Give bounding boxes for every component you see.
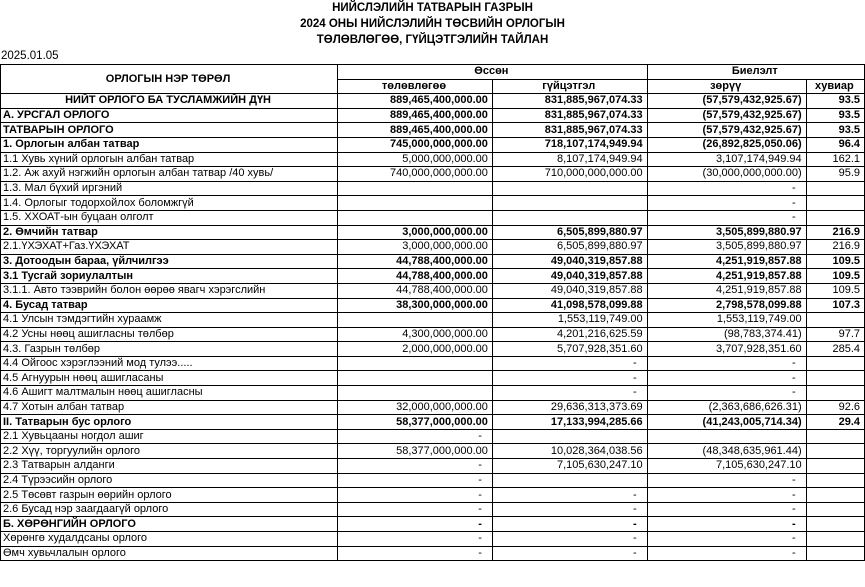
table-row <box>1 546 865 561</box>
cell-diff: - <box>647 473 806 488</box>
cell-pct: 29.4 <box>806 415 864 430</box>
cell-pct <box>806 371 864 386</box>
table-row <box>1 196 865 211</box>
report-date: 2025.01.05 <box>1 50 59 62</box>
cell-actual: 6,505,899,880.97 <box>492 225 647 240</box>
cell-name: 2.3 Татварын алданги <box>1 459 338 474</box>
table-row <box>1 517 865 532</box>
cell-actual: - <box>492 502 647 517</box>
cell-name: 2.6 Бусад нэр заагдаагүй орлого <box>1 502 338 517</box>
cell-diff: 3,505,899,880.97 <box>647 240 806 255</box>
col-plan-header: төлөвлөгөө <box>338 79 493 94</box>
cell-plan <box>338 371 493 386</box>
cell-name: ТАТВАРЫН ОРЛОГО <box>1 123 338 138</box>
cell-diff: 4,251,919,857.88 <box>647 269 806 284</box>
cell-name: А. УРСГАЛ ОРЛОГО <box>1 108 338 123</box>
cell-actual <box>492 196 647 211</box>
cell-name: 1.2. Аж ахуй нэгжийн орлогын албан татвар /40 хувь/ <box>1 167 338 182</box>
cell-diff: (57,579,432,925.67) <box>647 108 806 123</box>
cell-pct <box>806 459 864 474</box>
cell-actual: - <box>492 356 647 371</box>
col-group-fulfillment: Биелэлт <box>647 65 864 80</box>
cell-actual: 10,028,364,038.56 <box>492 444 647 459</box>
cell-pct: 92.6 <box>806 400 864 415</box>
cell-name: 1. Орлогын албан татвар <box>1 137 338 152</box>
cell-pct <box>806 356 864 371</box>
table-row <box>1 123 865 138</box>
cell-diff: 4,251,919,857.88 <box>647 254 806 269</box>
cell-name: 2.2 Хүү, торгуулийн орлого <box>1 444 338 459</box>
cell-actual: - <box>492 517 647 532</box>
cell-name: 2.1 Хувьцааны ногдол ашиг <box>1 429 338 444</box>
cell-diff: 3,505,899,880.97 <box>647 225 806 240</box>
cell-name: 4.6 Ашигт малтмалын нөөц ашигласны <box>1 386 338 401</box>
cell-plan: 745,000,000,000.00 <box>338 137 493 152</box>
cell-plan: 32,000,000,000.00 <box>338 400 493 415</box>
cell-diff: 1,553,119,749.00 <box>647 313 806 328</box>
cell-pct <box>806 502 864 517</box>
cell-pct: 285.4 <box>806 342 864 357</box>
cell-pct <box>806 429 864 444</box>
cell-pct: 109.5 <box>806 283 864 298</box>
cell-diff <box>647 429 806 444</box>
table-row <box>1 400 865 415</box>
cell-actual: 49,040,319,857.88 <box>492 254 647 269</box>
cell-name: 2.1.ҮХЭХАТ+Газ.ҮХЭХАТ <box>1 240 338 255</box>
cell-plan: 58,377,000,000.00 <box>338 444 493 459</box>
cell-name: 4.1 Улсын тэмдэгтийн хураамж <box>1 313 338 328</box>
cell-actual: 831,885,967,074.33 <box>492 123 647 138</box>
cell-diff: - <box>647 196 806 211</box>
cell-diff: (98,783,374.41) <box>647 327 806 342</box>
cell-pct <box>806 386 864 401</box>
table-row <box>1 152 865 167</box>
cell-pct: 109.5 <box>806 254 864 269</box>
table-row <box>1 283 865 298</box>
cell-pct: 216.9 <box>806 225 864 240</box>
cell-actual: 17,133,994,285.66 <box>492 415 647 430</box>
col-name-header: ОРЛОГЫН НЭР ТӨРӨЛ <box>1 65 338 94</box>
cell-plan: - <box>338 473 493 488</box>
table-header-row <box>1 65 865 80</box>
table-row <box>1 532 865 547</box>
cell-pct: 97.7 <box>806 327 864 342</box>
cell-actual: 4,201,216,625.59 <box>492 327 647 342</box>
cell-plan <box>338 196 493 211</box>
cell-name: 4.4 Ойгоос хэрэглээний мод тулээ..... <box>1 356 338 371</box>
col-pct-header: хувиар <box>806 79 864 94</box>
table-row <box>1 459 865 474</box>
cell-actual: 41,098,578,099.88 <box>492 298 647 313</box>
cell-name: 4. Бусад татвар <box>1 298 338 313</box>
cell-name: НИЙТ ОРЛОГО БА ТУСЛАМЖИЙН ДҮН <box>1 94 338 109</box>
cell-pct <box>806 210 864 225</box>
cell-plan: 889,465,400,000.00 <box>338 108 493 123</box>
cell-diff: 3,107,174,949.94 <box>647 152 806 167</box>
cell-name: 1.1 Хувь хүний орлогын албан татвар <box>1 152 338 167</box>
table-row <box>1 108 865 123</box>
col-diff-header: зөрүү <box>647 79 806 94</box>
cell-diff: (30,000,000,000.00) <box>647 167 806 182</box>
cell-actual: 5,707,928,351.60 <box>492 342 647 357</box>
table-row <box>1 502 865 517</box>
cell-plan <box>338 356 493 371</box>
cell-plan: 4,300,000,000.00 <box>338 327 493 342</box>
cell-diff: - <box>647 532 806 547</box>
cell-diff: (41,243,005,714.34) <box>647 415 806 430</box>
report-title-line3: ТӨЛӨВЛӨГӨӨ, ГҮЙЦЭТГЭЛИЙН ТАЙЛАН <box>316 34 549 46</box>
cell-actual <box>492 473 647 488</box>
cell-actual: 8,107,174,949.94 <box>492 152 647 167</box>
cell-pct: 93.5 <box>806 123 864 138</box>
table-row <box>1 210 865 225</box>
cell-plan <box>338 313 493 328</box>
cell-plan: 38,300,000,000.00 <box>338 298 493 313</box>
cell-name: 3.1.1. Авто тээврийн болон өөрөө явагч хэрэгслийн <box>1 283 338 298</box>
cell-name: Өмч хувьчлалын орлого <box>1 546 338 561</box>
table-row <box>1 371 865 386</box>
table-row <box>1 415 865 430</box>
table-row <box>1 94 865 109</box>
table-row <box>1 269 865 284</box>
cell-name: 1.4. Орлогыг тодорхойлох боломжгүй <box>1 196 338 211</box>
cell-plan: 3,000,000,000.00 <box>338 225 493 240</box>
cell-actual: 6,505,899,880.97 <box>492 240 647 255</box>
cell-pct: 162.1 <box>806 152 864 167</box>
cell-plan: - <box>338 532 493 547</box>
cell-plan <box>338 210 493 225</box>
table-row <box>1 167 865 182</box>
cell-plan: - <box>338 459 493 474</box>
table-row <box>1 327 865 342</box>
cell-actual: 7,105,630,247.10 <box>492 459 647 474</box>
cell-plan: - <box>338 502 493 517</box>
cell-pct: 95.9 <box>806 167 864 182</box>
table-row <box>1 254 865 269</box>
cell-pct: 96.4 <box>806 137 864 152</box>
cell-plan: 44,788,400,000.00 <box>338 269 493 284</box>
cell-name: 4.7 Хотын албан татвар <box>1 400 338 415</box>
cell-actual: 29,636,313,373.69 <box>492 400 647 415</box>
cell-diff: - <box>647 181 806 196</box>
cell-diff: (48,348,635,961.44) <box>647 444 806 459</box>
cell-pct <box>806 196 864 211</box>
cell-name: II. Татварын бус орлого <box>1 415 338 430</box>
cell-pct: 93.5 <box>806 94 864 109</box>
cell-diff: (26,892,825,050.06) <box>647 137 806 152</box>
cell-pct <box>806 444 864 459</box>
cell-actual: - <box>492 386 647 401</box>
cell-plan: 3,000,000,000.00 <box>338 240 493 255</box>
cell-diff: (57,579,432,925.67) <box>647 123 806 138</box>
cell-name: 1.5. ХХОАТ-ын буцаан олголт <box>1 210 338 225</box>
cell-plan: - <box>338 546 493 561</box>
cell-plan: 5,000,000,000.00 <box>338 152 493 167</box>
table-row <box>1 298 865 313</box>
cell-plan: 889,465,400,000.00 <box>338 94 493 109</box>
cell-diff: 4,251,919,857.88 <box>647 283 806 298</box>
report-header <box>0 0 865 64</box>
cell-diff: 2,798,578,099.88 <box>647 298 806 313</box>
cell-plan: 44,788,400,000.00 <box>338 283 493 298</box>
cell-plan: 2,000,000,000.00 <box>338 342 493 357</box>
cell-actual: 710,000,000,000.00 <box>492 167 647 182</box>
cell-diff: (57,579,432,925.67) <box>647 94 806 109</box>
table-row <box>1 342 865 357</box>
cell-actual: 49,040,319,857.88 <box>492 283 647 298</box>
cell-plan: - <box>338 429 493 444</box>
table-row <box>1 473 865 488</box>
cell-name: Хөрөнгө худалдсаны орлого <box>1 532 338 547</box>
cell-name: Б. ХӨРӨНГИЙН ОРЛОГО <box>1 517 338 532</box>
cell-pct <box>806 473 864 488</box>
cell-pct <box>806 181 864 196</box>
table-row <box>1 240 865 255</box>
cell-pct <box>806 313 864 328</box>
table-row <box>1 313 865 328</box>
cell-diff: - <box>647 386 806 401</box>
cell-name: 3.1 Тусгай зориулалтын <box>1 269 338 284</box>
cell-name: 1.3. Мал бүхий иргэний <box>1 181 338 196</box>
col-group-grown: Өссөн <box>338 65 648 80</box>
cell-name: 4.5 Агнуурын нөөц ашигласаны <box>1 371 338 386</box>
cell-diff: (2,363,686,626.31) <box>647 400 806 415</box>
cell-name: 2.4 Түрээсийн орлого <box>1 473 338 488</box>
table-row <box>1 181 865 196</box>
cell-diff: - <box>647 502 806 517</box>
cell-diff: - <box>647 356 806 371</box>
cell-name: 4.3. Газрын төлбөр <box>1 342 338 357</box>
cell-name: 4.2 Усны нөөц ашигласны төлбөр <box>1 327 338 342</box>
cell-plan: 889,465,400,000.00 <box>338 123 493 138</box>
report-title-line1: НИЙСЛЭЛИЙН ТАТВАРЫН ГАЗРЫН <box>332 2 533 14</box>
cell-plan: - <box>338 488 493 503</box>
cell-diff: - <box>647 546 806 561</box>
cell-plan: 740,000,000,000.00 <box>338 167 493 182</box>
revenue-table <box>0 64 865 561</box>
cell-pct: 93.5 <box>806 108 864 123</box>
cell-plan <box>338 386 493 401</box>
cell-pct: 109.5 <box>806 269 864 284</box>
cell-diff: - <box>647 210 806 225</box>
cell-diff: - <box>647 488 806 503</box>
cell-actual <box>492 210 647 225</box>
cell-pct <box>806 546 864 561</box>
cell-diff: 3,707,928,351.60 <box>647 342 806 357</box>
cell-plan: 58,377,000,000.00 <box>338 415 493 430</box>
cell-actual: - <box>492 371 647 386</box>
cell-actual: 718,107,174,949.94 <box>492 137 647 152</box>
cell-plan: 44,788,400,000.00 <box>338 254 493 269</box>
table-row <box>1 137 865 152</box>
table-row <box>1 386 865 401</box>
cell-plan <box>338 181 493 196</box>
cell-diff: 7,105,630,247.10 <box>647 459 806 474</box>
cell-name: 2. Өмчийн татвар <box>1 225 338 240</box>
cell-pct: 216.9 <box>806 240 864 255</box>
cell-plan: - <box>338 517 493 532</box>
cell-actual: 49,040,319,857.88 <box>492 269 647 284</box>
table-row <box>1 488 865 503</box>
table-row <box>1 444 865 459</box>
cell-pct: 107.3 <box>806 298 864 313</box>
cell-actual: 1,553,119,749.00 <box>492 313 647 328</box>
cell-actual: - <box>492 532 647 547</box>
table-row <box>1 429 865 444</box>
table-row <box>1 225 865 240</box>
cell-actual <box>492 429 647 444</box>
cell-pct <box>806 532 864 547</box>
cell-actual: 831,885,967,074.33 <box>492 94 647 109</box>
cell-pct <box>806 517 864 532</box>
cell-name: 3. Дотоодын бараа, үйлчилгээ <box>1 254 338 269</box>
cell-actual: - <box>492 488 647 503</box>
cell-actual <box>492 181 647 196</box>
table-row <box>1 356 865 371</box>
cell-actual: 831,885,967,074.33 <box>492 108 647 123</box>
cell-pct <box>806 488 864 503</box>
report-title-line2: 2024 ОНЫ НИЙСЛЭЛИЙН ТӨСВИЙН ОРЛОГЫН <box>300 18 565 30</box>
cell-actual: - <box>492 546 647 561</box>
cell-diff: - <box>647 371 806 386</box>
col-actual-header: гүйцэтгэл <box>492 79 647 94</box>
cell-diff: - <box>647 517 806 532</box>
cell-name: 2.5 Төсөвт газрын өөрийн орлого <box>1 488 338 503</box>
